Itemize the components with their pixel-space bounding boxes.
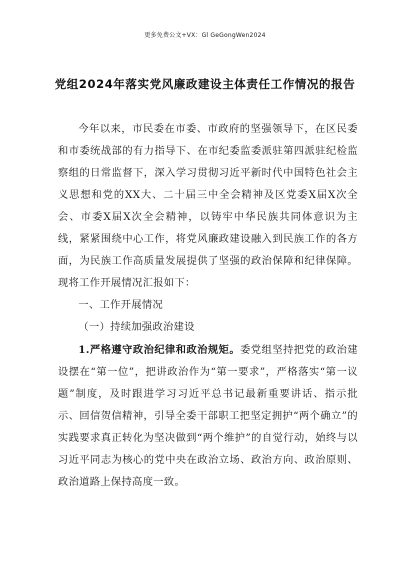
section-heading: 一、工作开展情况 <box>78 300 164 311</box>
item-body: 委党组坚持把党的政治建设摆在“第一位”，把讲政治作为“第一要求”，严格落实“第一议题”制度，及时跟进学习习近平总书记最新重要讲话、指示批示、回信贺信精神，引导全委干部职工把坚定拥护“两个确立”的实践要求真正转化为坚决做到“两个维护”的自觉行动，始终与以习近平同志为核心的党中央在政治立场、政治方向、政治原则、政治道路上保持高度一致。 <box>58 345 358 488</box>
subsection-heading: （一）持续加强政治建设 <box>78 322 195 333</box>
document-body <box>58 119 358 494</box>
header-note: 更多免费公文+VX：Gl GeGongWen2024 <box>144 32 266 39</box>
intro-paragraph: 今年以来，市民委在市委、市政府的坚强领导下，在区民委和市委统战部的有力指导下、在市纪委监委派驻第四派驻纪检监察组的日常监督下，深入学习贯彻习近平新时代中国特色社会主义思想和党的XX大、二十届三中全会精神及区党委X届X次全会、市委X届X次全会精神，以铸牢中华民族共同体意识为主线，紧紧围绕中心工作，将党风廉政建设融入到民族工作的各方面，为民族工作高质量发展提供了坚强的政治保障和纪律保障。现将工作开展情况汇报如下： <box>58 124 358 289</box>
item-lead: 1.严格遵守政治纪律和政治规矩。 <box>78 344 241 356</box>
item-paragraph <box>58 339 358 494</box>
document-title: 党组2024年落实党风廉政建设主体责任工作情况的报告 <box>54 77 356 91</box>
